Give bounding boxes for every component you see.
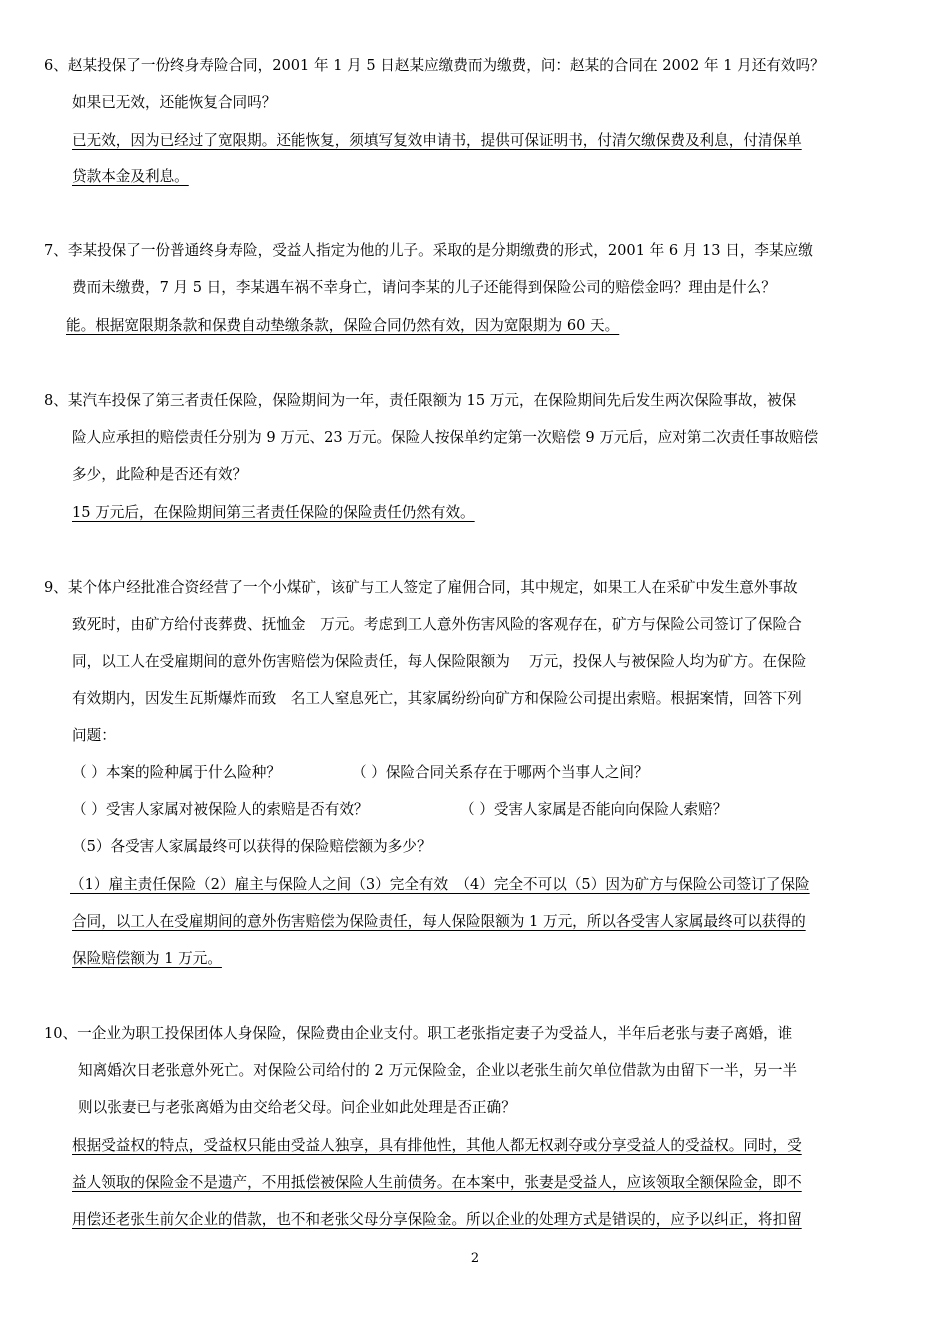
answer-6-line-2: 贷款本金及利息。 xyxy=(72,168,189,185)
answer-9-line-3: 保险赔偿额为 1 万元。 xyxy=(72,950,222,967)
question-9-sub-2: （ ）保险合同关系存在于哪两个当事人之间？ xyxy=(352,764,649,781)
question-7-line-2: 费而未缴费，7 月 5 日，李某遇车祸不幸身亡，请问李某的儿子还能得到保险公司的赔偿金吗？理由是什么？ xyxy=(72,279,776,296)
answer-10-line-3: 用偿还老张生前欠企业的借款，也不和老张父母分享保险金。所以企业的处理方式是错误的，应予以纠正，将扣留 xyxy=(72,1211,802,1228)
answer-8-line-1: 15 万元后，在保险期间第三者责任保险的保险责任仍然有效。 xyxy=(72,504,475,521)
answer-9-line-2: 合同，以工人在受雇期间的意外伤害赔偿为保险责任，每人保险限额为 1 万元，所以各受害人家属最终可以获得的 xyxy=(72,913,806,930)
question-9-sub-1: （ ）本案的险种属于什么险种？ xyxy=(72,764,281,781)
question-9-line-1: 9、某个体户经批准合资经营了一个小煤矿，该矿与工人签定了雇佣合同，其中规定，如果工人在采矿中发生意外事故 xyxy=(44,579,798,596)
answer-9-line-1: （1）雇主责任保险（2）雇主与保险人之间（3）完全有效 （4）完全不可以（5）因为矿方与保险公司签订了保险 xyxy=(70,876,810,893)
answer-7-line-1: 能。根据宽限期条款和保费自动垫缴条款，保险合同仍然有效，因为宽限期为 60 天。 xyxy=(66,317,620,334)
answer-10-line-1: 根据受益权的特点，受益权只能由受益人独享，具有排他性，其他人都无权剥夺或分享受益人的受益权。同时，受 xyxy=(72,1137,802,1154)
answer-10-line-2: 益人领取的保险金不是遗产，不用抵偿被保险人生前债务。在本案中，张妻是受益人，应该领取全额保险金，即不 xyxy=(72,1174,802,1191)
question-8-line-3: 多少，此险种是否还有效？ xyxy=(72,466,248,483)
question-8-line-2: 险人应承担的赔偿责任分别为 9 万元、23 万元。保险人按保单约定第一次赔偿 9 万元后，应对第二次责任事故赔偿 xyxy=(72,429,819,446)
answer-6-line-1: 已无效，因为已经过了宽限期。还能恢复，须填写复效申请书，提供可保证明书，付清欠缴保费及利息，付清保单 xyxy=(72,132,802,149)
question-8-line-1: 8、某汽车投保了第三者责任保险，保险期间为一年，责任限额为 15 万元，在保险期间先后发生两次保险事故，被保 xyxy=(44,392,797,409)
question-10-line-1: 10、一企业为职工投保团体人身保险，保险费由企业支付。职工老张指定妻子为受益人，半年后老张与妻子离婚，谁 xyxy=(44,1025,793,1042)
question-7-line-1: 7、李某投保了一份普通终身寿险，受益人指定为他的儿子。采取的是分期缴费的形式，2001 年 6 月 13 日，李某应缴 xyxy=(44,242,813,259)
question-9-sub-5: （5）各受害人家属最终可以获得的保险赔偿额为多少？ xyxy=(72,838,432,855)
question-10-line-3: 则以张妻已与老张离婚为由交给老父母。问企业如此处理是否正确？ xyxy=(78,1099,516,1116)
question-9-line-3: 同，以工人在受雇期间的意外伤害赔偿为保险责任，每人保险限额为 万元，投保人与被保险人均为矿方。在保险 xyxy=(72,653,807,670)
question-9-line-5: 问题： xyxy=(72,727,116,744)
question-6-line-1: 6、赵某投保了一份终身寿险合同，2001 年 1 月 5 日赵某应缴费而为缴费，问：赵某的合同在 2002 年 1 月还有效吗？ xyxy=(44,57,825,74)
question-9-line-2: 致死时，由矿方给付丧葬费、抚恤金 万元。考虑到工人意外伤害风险的客观存在，矿方与保险公司签订了保险合 xyxy=(72,616,802,633)
question-9-line-4: 有效期内，因发生瓦斯爆炸而致 名工人窒息死亡，其家属纷纷向矿方和保险公司提出索赔。根据案情，回答下列 xyxy=(72,690,802,707)
question-6-line-2: 如果已无效，还能恢复合同吗？ xyxy=(72,94,277,111)
question-10-line-2: 知离婚次日老张意外死亡。对保险公司给付的 2 万元保险金，企业以老张生前欠单位借款为由留下一半，另一半 xyxy=(78,1062,798,1079)
question-9-sub-4: （ ）受害人家属是否能向向保险人索赔？ xyxy=(460,801,728,818)
page-number: 2 xyxy=(470,1251,480,1266)
question-9-sub-3: （ ）受害人家属对被保险人的索赔是否有效？ xyxy=(72,801,369,818)
